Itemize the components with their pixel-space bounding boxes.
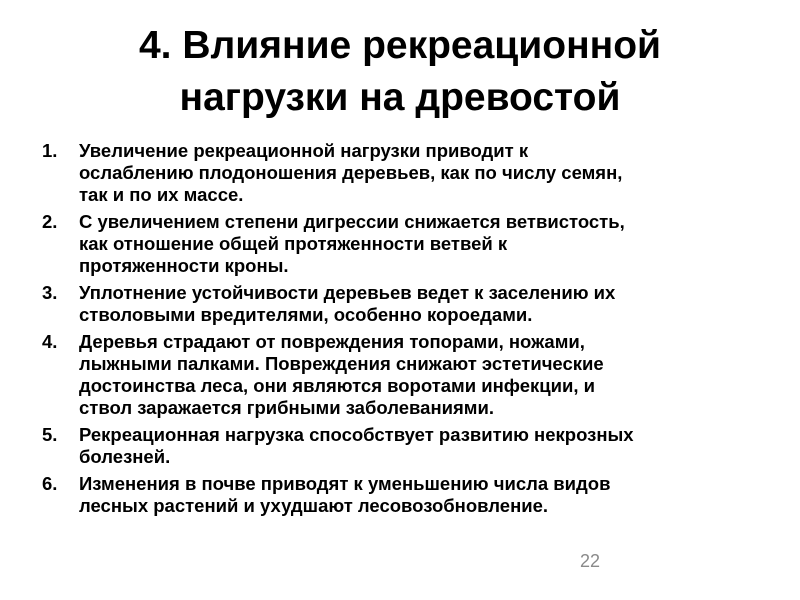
list-item-text-line: как отношение общей протяженности ветвей к [79,233,508,254]
list-item-text-line: протяженности кроны. [79,255,289,276]
slide-title-line: нагрузки на древостой [179,76,621,119]
list-item-number: 3. [42,282,58,303]
list-item-number: 2. [42,211,58,232]
list-item-text-line: так и по их массе. [79,184,244,205]
list-item [42,282,782,326]
list-item-text-line: Уплотнение устойчивости деревьев ведет к заселению их [79,282,616,303]
slide-title-line: 4. Влияние рекреационной [138,24,661,67]
list-item-text-line: лыжными палками. Повреждения снижают эстетические [79,353,604,374]
list-item-text-line: ствол заражается грибными заболеваниями. [79,397,494,418]
list-item-text-line: ослаблению плодоношения деревьев, как по числу семян, [79,162,623,183]
page-number: 22 [580,551,601,571]
numbered-list [42,140,782,522]
list-item-number: 5. [42,424,58,445]
list-item-text-line: стволовыми вредителями, особенно короедами. [79,304,533,325]
list-item-text-line: Увеличение рекреационной нагрузки приводит к [79,140,529,161]
list-item-number: 1. [42,140,58,161]
list-item [42,211,782,277]
list-item-number: 4. [42,331,58,352]
slide-title [0,20,800,124]
list-item [42,473,782,517]
list-item [42,140,782,206]
list-item-number: 6. [42,473,58,494]
list-item [42,424,782,468]
list-item-text-line: болезней. [79,446,171,467]
list-item-text-line: достоинства леса, они являются воротами инфекции, и [79,375,596,396]
list-item-text-line: Изменения в почве приводят к уменьшению числа видов [79,473,611,494]
list-item [42,331,782,419]
list-item-text-line: Рекреационная нагрузка способствует развитию некрозных [79,424,634,445]
list-item-text-line: лесных растений и ухудшают лесовозобновление. [79,495,549,516]
list-item-text-line: Деревья страдают от повреждения топорами, ножами, [79,331,585,352]
list-item-text-line: С увеличением степени дигрессии снижается ветвистость, [79,211,625,232]
